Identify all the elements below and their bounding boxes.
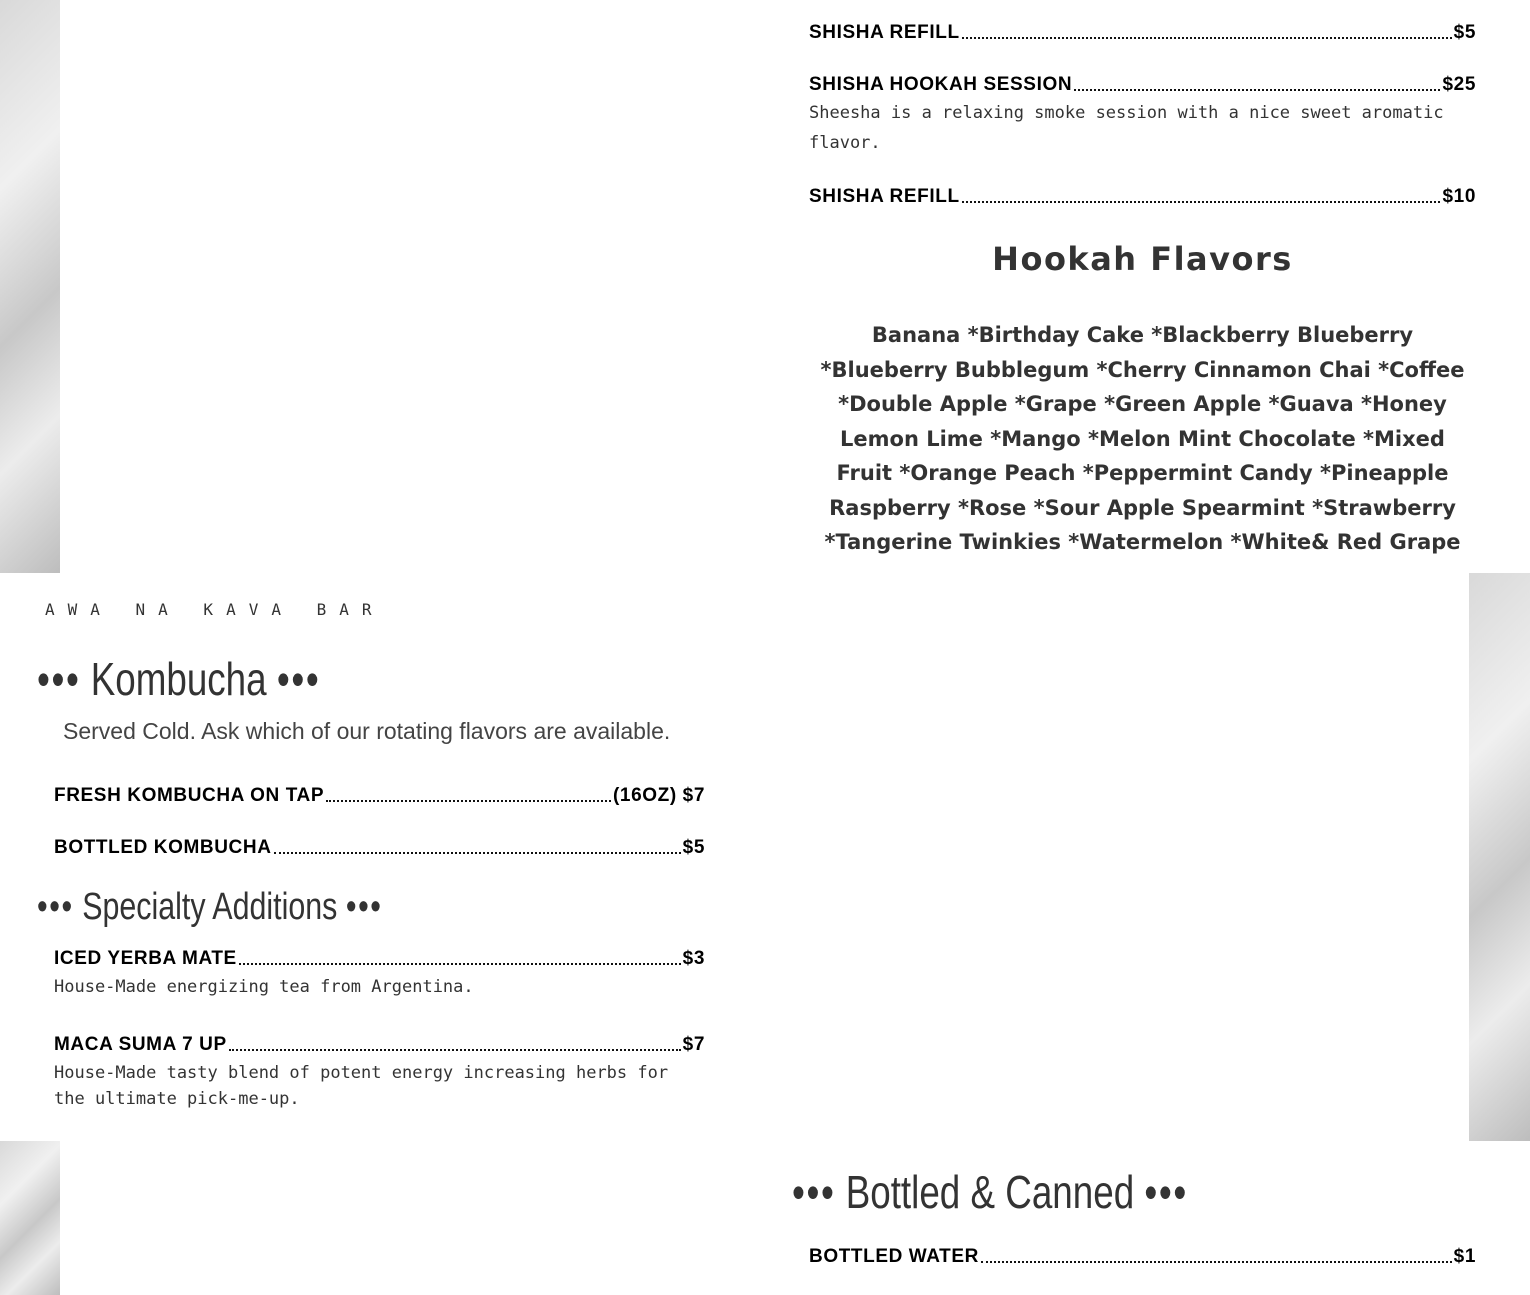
section-title: Kombucha <box>90 653 267 705</box>
item-name: BOTTLED WATER <box>809 1246 979 1267</box>
item-description: Sheesha is a relaxing smoke session with a nice sweet aromatic flavor. <box>809 103 1444 153</box>
menu-item-shisha-refill <box>809 186 1476 208</box>
dotted-leader <box>962 201 1441 203</box>
dotted-leader <box>1074 89 1440 91</box>
background-photo-strip <box>0 1141 60 1295</box>
title-dots: ••• <box>37 653 81 705</box>
item-price: (16OZ) $7 <box>613 785 705 806</box>
item-price: $5 <box>682 837 705 858</box>
dotted-leader <box>962 37 1452 39</box>
title-dots: ••• <box>792 1166 836 1218</box>
menu-item-maca-suma-7-up <box>54 1034 705 1112</box>
item-price: $10 <box>1442 186 1476 207</box>
item-price: $1 <box>1453 1246 1476 1267</box>
item-price: $7 <box>682 1034 705 1055</box>
menu-item-iced-yerba-mate <box>54 948 705 1002</box>
section-title: Bottled & Canned <box>845 1166 1135 1218</box>
item-description: House-Made energizing tea from Argentina. <box>54 977 474 997</box>
item-price: $3 <box>682 948 705 969</box>
menu-item-shisha-refill <box>809 22 1476 44</box>
section-title: Specialty Additions <box>82 886 338 928</box>
dotted-leader <box>229 1049 681 1051</box>
background-photo-strip <box>0 0 60 573</box>
item-name: FRESH KOMBUCHA ON TAP <box>54 785 325 806</box>
item-price: $25 <box>1442 74 1476 95</box>
dotted-leader <box>239 963 681 965</box>
menu-item-fresh-kombucha <box>54 785 705 807</box>
bar-name: AWA NA KAVA BAR <box>45 600 385 619</box>
specialty-additions-heading <box>37 886 383 929</box>
item-name: BOTTLED KOMBUCHA <box>54 837 272 858</box>
item-name: MACA SUMA 7 UP <box>54 1034 227 1055</box>
title-dots: ••• <box>37 886 74 928</box>
item-name: ICED YERBA MATE <box>54 948 237 969</box>
hookah-flavors-list: Banana *Birthday Cake *Blackberry Blueberry *Blueberry Bubblegum *Cherry Cinnamon Chai *Coffee *Double Apple *Grape *Green Apple *Guava *Honey Lemon Lime *Mango *Melon Mint Chocolate *Mixed Fruit *Orange Peach *Peppermint Candy *Pineapple Raspberry *Rose *Sour Apple Spearmint *Strawberry *Tangerine Twinkies *Watermelon *White& Red Grape <box>820 323 1465 554</box>
menu-item-bottled-water <box>809 1246 1476 1268</box>
item-description: House-Made tasty blend of potent energy increasing herbs for the ultimate pick-me-up. <box>54 1063 669 1109</box>
item-name: SHISHA REFILL <box>809 22 960 43</box>
dotted-leader <box>326 800 611 802</box>
item-price: $5 <box>1453 22 1476 43</box>
hookah-flavors-heading: Hookah Flavors <box>992 240 1293 278</box>
dotted-leader <box>274 852 681 854</box>
item-name: SHISHA HOOKAH SESSION <box>809 74 1073 95</box>
title-dots: ••• <box>1144 1166 1188 1218</box>
dotted-leader <box>981 1261 1452 1263</box>
menu-item-bottled-kombucha <box>54 837 705 859</box>
kombucha-subtitle: Served Cold. Ask which of our rotating flavors are available. <box>63 718 671 744</box>
bottled-canned-heading <box>792 1165 1188 1219</box>
title-dots: ••• <box>276 653 321 705</box>
kombucha-heading <box>37 652 320 706</box>
title-dots: ••• <box>345 886 383 928</box>
item-name: SHISHA REFILL <box>809 186 960 207</box>
menu-item-shisha-hookah-session <box>809 74 1476 158</box>
background-photo-strip <box>1469 573 1530 1141</box>
